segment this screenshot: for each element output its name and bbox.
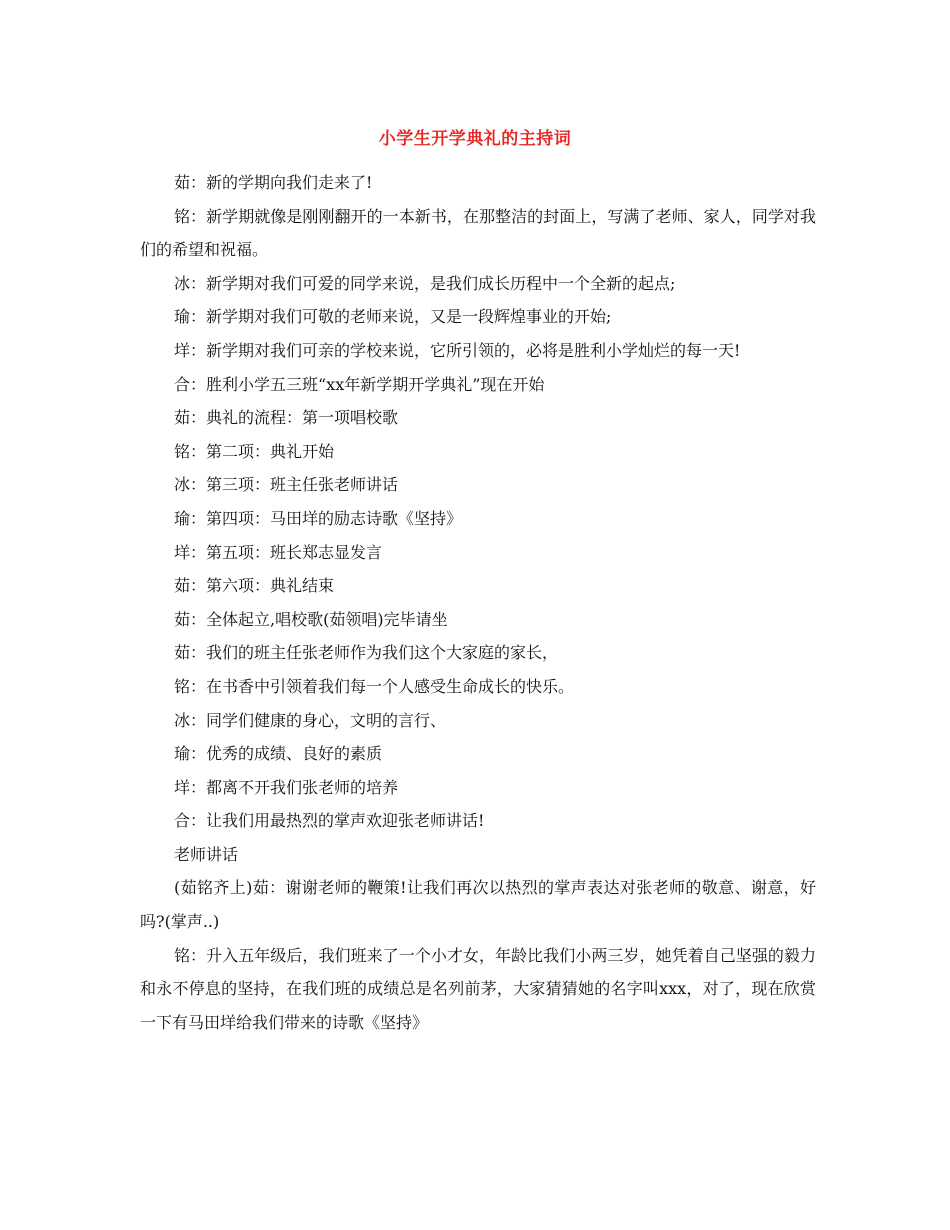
- paragraph: 垟：第五项：班长郑志显发言: [174, 542, 383, 562]
- paragraph: 瑜：新学期对我们可敬的老师来说，又是一段辉煌事业的开始;: [174, 307, 612, 327]
- paragraph: 铭：第二项：典礼开始: [174, 441, 335, 461]
- paragraph: 冰：第三项：班主任张老师讲话: [174, 475, 399, 495]
- paragraph: 茹：我们的班主任张老师作为我们这个大家庭的家长，: [174, 643, 559, 663]
- paragraph: 合：让我们用最热烈的掌声欢迎张老师讲话!: [174, 811, 485, 831]
- paragraph: 垟：新学期对我们可亲的学校来说，它所引领的，必将是胜利小学灿烂的每一天!: [174, 340, 741, 360]
- paragraph: 老师讲话: [174, 844, 239, 864]
- paragraph: 茹：第六项：典礼结束: [174, 576, 335, 596]
- paragraph: 茹：新的学期向我们走来了!: [174, 173, 373, 192]
- paragraph: 瑜：优秀的成绩、良好的素质: [174, 744, 383, 764]
- paragraph: (茹铭齐上)茹：谢谢老师的鞭策!让我们再次以热烈的掌声表达对张老师的敬意、谢意，好吗?(掌声..): [140, 878, 816, 932]
- paragraph: 冰：同学们健康的身心，文明的言行、: [174, 710, 447, 730]
- paragraph: 合：胜利小学五三班“xx年新学期开学典礼”现在开始: [174, 374, 545, 394]
- document-title: 小学生开学典礼的主持词: [378, 129, 572, 149]
- paragraph: 铭：在书香中引领着我们每一个人感受生命成长的快乐。: [174, 676, 575, 696]
- paragraph: 瑜：第四项：马田垟的励志诗歌《坚持》: [174, 508, 463, 528]
- paragraph: 冰：新学期对我们可爱的同学来说，是我们成长历程中一个全新的起点;: [174, 273, 676, 293]
- paragraph: 垟：都离不开我们张老师的培养: [174, 777, 399, 797]
- paragraph: 铭：新学期就像是刚刚翻开的一本新书，在那整洁的封面上，写满了老师、家人，同学对我们的希望和祝福。: [140, 206, 816, 260]
- paragraph: 茹：全体起立,唱校歌(茹领唱)完毕请坐: [174, 609, 448, 629]
- paragraph: 铭：升入五年级后，我们班来了一个小才女，年龄比我们小两三岁，她凭着自己坚强的毅力和永不停息的坚持，在我们班的成绩总是名列前茅，大家猜猜她的名字叫xxx，对了，现在欣赏一下有马田垟给我们带来的诗歌《坚持》: [140, 945, 816, 1032]
- paragraph: 茹：典礼的流程：第一项唱校歌: [174, 408, 399, 428]
- document-body: [140, 166, 816, 1039]
